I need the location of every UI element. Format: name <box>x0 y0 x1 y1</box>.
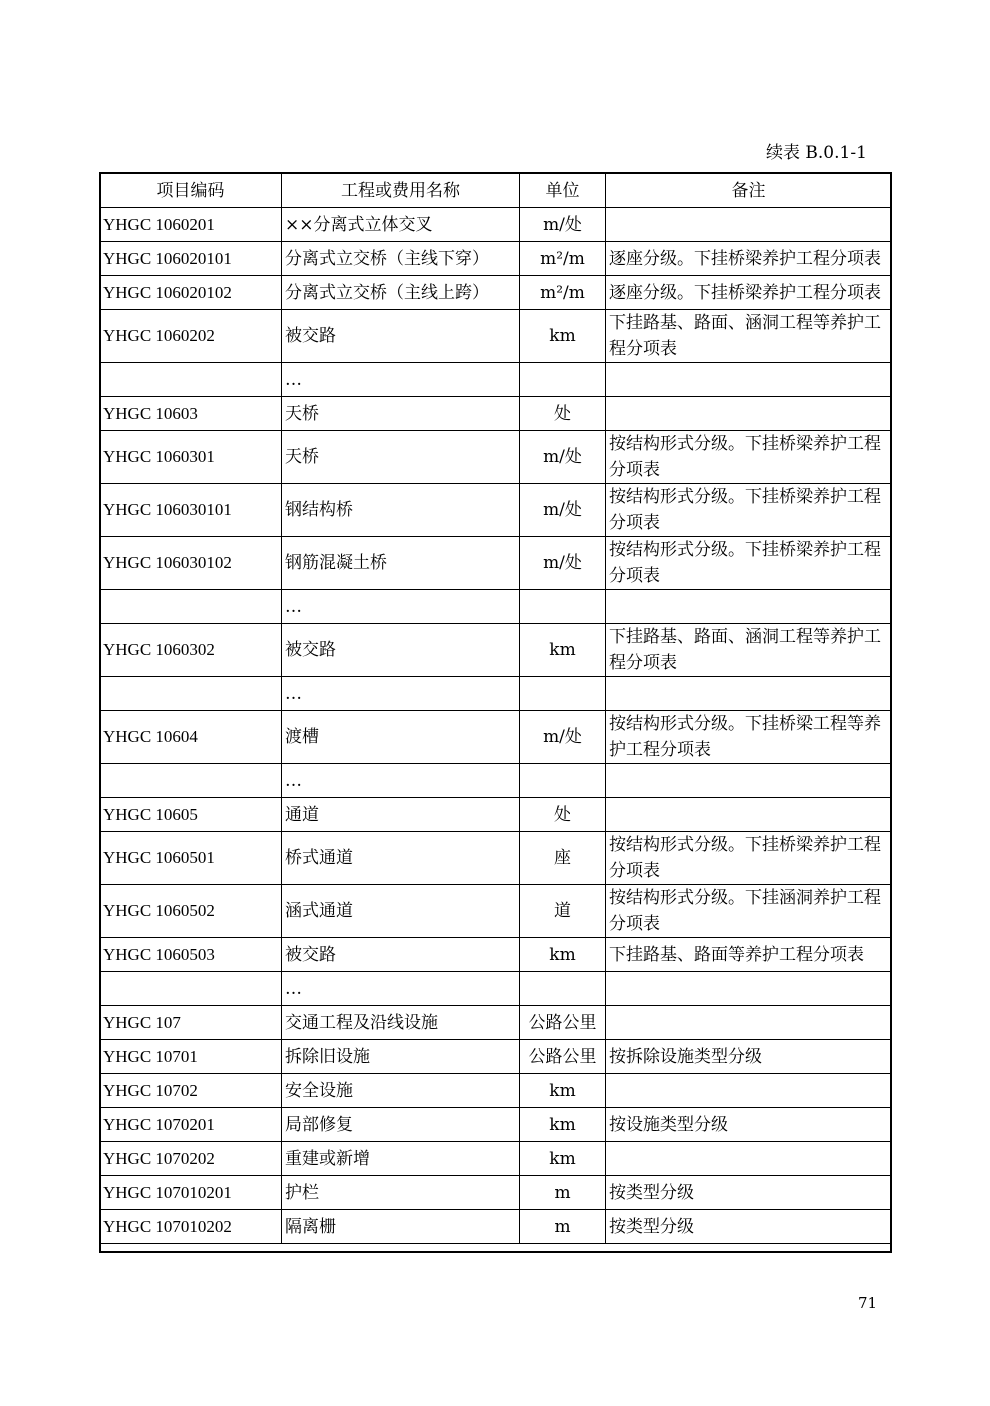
cell-unit: km <box>520 938 606 972</box>
header-unit: 单位 <box>520 173 606 208</box>
cell-note: 按类型分级 <box>606 1210 892 1244</box>
cell-code: YHGC 107010201 <box>100 1176 282 1210</box>
cell-name: 涵式通道 <box>282 885 520 938</box>
page-number: 71 <box>858 1294 878 1312</box>
table-row <box>100 1142 892 1176</box>
cell-unit <box>520 677 606 711</box>
table-row <box>100 624 892 677</box>
cell-code: YHGC 1070201 <box>100 1108 282 1142</box>
cell-unit <box>520 363 606 397</box>
cell-code: YHGC 107 <box>100 1006 282 1040</box>
cell-unit: 公路公里 <box>520 1040 606 1074</box>
table-header-row <box>100 173 892 208</box>
cell-note <box>606 677 892 711</box>
cell-unit: km <box>520 624 606 677</box>
cell-code <box>100 363 282 397</box>
header-code: 项目编码 <box>100 173 282 208</box>
cell-unit: 道 <box>520 885 606 938</box>
cell-unit <box>520 764 606 798</box>
cell-code: YHGC 1060201 <box>100 208 282 242</box>
cell-code: YHGC 106030101 <box>100 484 282 537</box>
table-row <box>100 711 892 764</box>
cell-name: 渡槽 <box>282 711 520 764</box>
cell-unit: m <box>520 1176 606 1210</box>
cell-note <box>606 972 892 1006</box>
cell-name: … <box>282 677 520 711</box>
cell-code: YHGC 10702 <box>100 1074 282 1108</box>
cell-note: 按结构形式分级。下挂桥梁工程等养护工程分项表 <box>606 711 892 764</box>
table-row <box>100 431 892 484</box>
cell-unit: m/处 <box>520 711 606 764</box>
cell-unit: m/处 <box>520 537 606 590</box>
cell-note <box>606 1142 892 1176</box>
cell-name: 拆除旧设施 <box>282 1040 520 1074</box>
cell-unit: 座 <box>520 832 606 885</box>
table-row <box>100 1108 892 1142</box>
cell-note: 按结构形式分级。下挂桥梁养护工程分项表 <box>606 431 892 484</box>
cell-code: YHGC 106030102 <box>100 537 282 590</box>
cell-note: 按结构形式分级。下挂桥梁养护工程分项表 <box>606 537 892 590</box>
cell-name: … <box>282 764 520 798</box>
table-row <box>100 885 892 938</box>
cell-unit <box>520 972 606 1006</box>
cell-note: 按类型分级 <box>606 1176 892 1210</box>
cell-code: YHGC 1060503 <box>100 938 282 972</box>
cell-note <box>606 764 892 798</box>
cell-note <box>606 363 892 397</box>
cell-name: … <box>282 972 520 1006</box>
cell-name: 分离式立交桥（主线上跨） <box>282 276 520 310</box>
cell-note: 下挂路基、路面、涵洞工程等养护工程分项表 <box>606 310 892 363</box>
cell-unit <box>520 590 606 624</box>
cell-code: YHGC 107010202 <box>100 1210 282 1244</box>
cell-name: 护栏 <box>282 1176 520 1210</box>
cell-note <box>606 208 892 242</box>
cell-note: 按结构形式分级。下挂桥梁养护工程分项表 <box>606 484 892 537</box>
cell-unit: 处 <box>520 397 606 431</box>
table-row <box>100 1074 892 1108</box>
cell-unit: m/处 <box>520 208 606 242</box>
cell-code: YHGC 106020102 <box>100 276 282 310</box>
cell-code: YHGC 10604 <box>100 711 282 764</box>
cell-code: YHGC 1060302 <box>100 624 282 677</box>
cell-name: 钢结构桥 <box>282 484 520 537</box>
table-row <box>100 972 892 1006</box>
cell-note <box>606 590 892 624</box>
cell-code: YHGC 1070202 <box>100 1142 282 1176</box>
cell-code <box>100 764 282 798</box>
cell-note <box>606 798 892 832</box>
cell-code: YHGC 10701 <box>100 1040 282 1074</box>
table-row <box>100 1040 892 1074</box>
table-row <box>100 242 892 276</box>
header-name: 工程或费用名称 <box>282 173 520 208</box>
cell-name: 隔离栅 <box>282 1210 520 1244</box>
cell-code: YHGC 10603 <box>100 397 282 431</box>
table-caption: 续表 B.0.1-1 <box>766 143 867 163</box>
cell-unit: km <box>520 1074 606 1108</box>
cell-name: 局部修复 <box>282 1108 520 1142</box>
cell-code: YHGC 1060502 <box>100 885 282 938</box>
cell-unit: m²/m <box>520 276 606 310</box>
table-row <box>100 1006 892 1040</box>
table-row <box>100 1210 892 1244</box>
cell-unit: m²/m <box>520 242 606 276</box>
cell-code: YHGC 10605 <box>100 798 282 832</box>
cell-unit: km <box>520 1142 606 1176</box>
cell-unit: m/处 <box>520 484 606 537</box>
cell-code: YHGC 106020101 <box>100 242 282 276</box>
table-row <box>100 832 892 885</box>
cell-code <box>100 590 282 624</box>
cell-note <box>606 1074 892 1108</box>
cell-unit: m <box>520 1210 606 1244</box>
cell-note: 按结构形式分级。下挂涵洞养护工程分项表 <box>606 885 892 938</box>
cell-unit: km <box>520 1108 606 1142</box>
cell-name: 钢筋混凝土桥 <box>282 537 520 590</box>
cell-unit: 处 <box>520 798 606 832</box>
cell-name: 桥式通道 <box>282 832 520 885</box>
table-row <box>100 677 892 711</box>
table-row <box>100 208 892 242</box>
cell-name: 安全设施 <box>282 1074 520 1108</box>
table-row <box>100 1176 892 1210</box>
cell-note: 逐座分级。下挂桥梁养护工程分项表 <box>606 276 892 310</box>
cell-code <box>100 677 282 711</box>
cell-name: 重建或新增 <box>282 1142 520 1176</box>
table-row <box>100 397 892 431</box>
cell-note: 下挂路基、路面等养护工程分项表 <box>606 938 892 972</box>
table-row <box>100 938 892 972</box>
cell-note: 逐座分级。下挂桥梁养护工程分项表 <box>606 242 892 276</box>
cell-name: 交通工程及沿线设施 <box>282 1006 520 1040</box>
header-note: 备注 <box>606 173 892 208</box>
table-row <box>100 484 892 537</box>
cell-code <box>100 972 282 1006</box>
cell-unit: 公路公里 <box>520 1006 606 1040</box>
cell-note: 下挂路基、路面、涵洞工程等养护工程分项表 <box>606 624 892 677</box>
table-row <box>100 310 892 363</box>
table-body <box>100 208 892 1244</box>
cell-name: 被交路 <box>282 938 520 972</box>
cell-note: 按设施类型分级 <box>606 1108 892 1142</box>
cell-code: YHGC 1060501 <box>100 832 282 885</box>
cell-name: … <box>282 363 520 397</box>
table-row <box>100 537 892 590</box>
cell-name: 分离式立交桥（主线下穿） <box>282 242 520 276</box>
cell-name: ××分离式立体交叉 <box>282 208 520 242</box>
cell-name: 通道 <box>282 798 520 832</box>
project-code-table <box>99 172 892 1244</box>
table-row <box>100 590 892 624</box>
cell-name: … <box>282 590 520 624</box>
table-row <box>100 764 892 798</box>
cell-name: 被交路 <box>282 310 520 363</box>
cell-note <box>606 397 892 431</box>
cell-code: YHGC 1060202 <box>100 310 282 363</box>
cell-name: 天桥 <box>282 431 520 484</box>
cell-note: 按结构形式分级。下挂桥梁养护工程分项表 <box>606 832 892 885</box>
table-row <box>100 798 892 832</box>
cell-note: 按拆除设施类型分级 <box>606 1040 892 1074</box>
cell-name: 天桥 <box>282 397 520 431</box>
table-row <box>100 363 892 397</box>
cell-code: YHGC 1060301 <box>100 431 282 484</box>
cell-unit: km <box>520 310 606 363</box>
cell-unit: m/处 <box>520 431 606 484</box>
table-row <box>100 276 892 310</box>
cell-note <box>606 1006 892 1040</box>
cell-name: 被交路 <box>282 624 520 677</box>
